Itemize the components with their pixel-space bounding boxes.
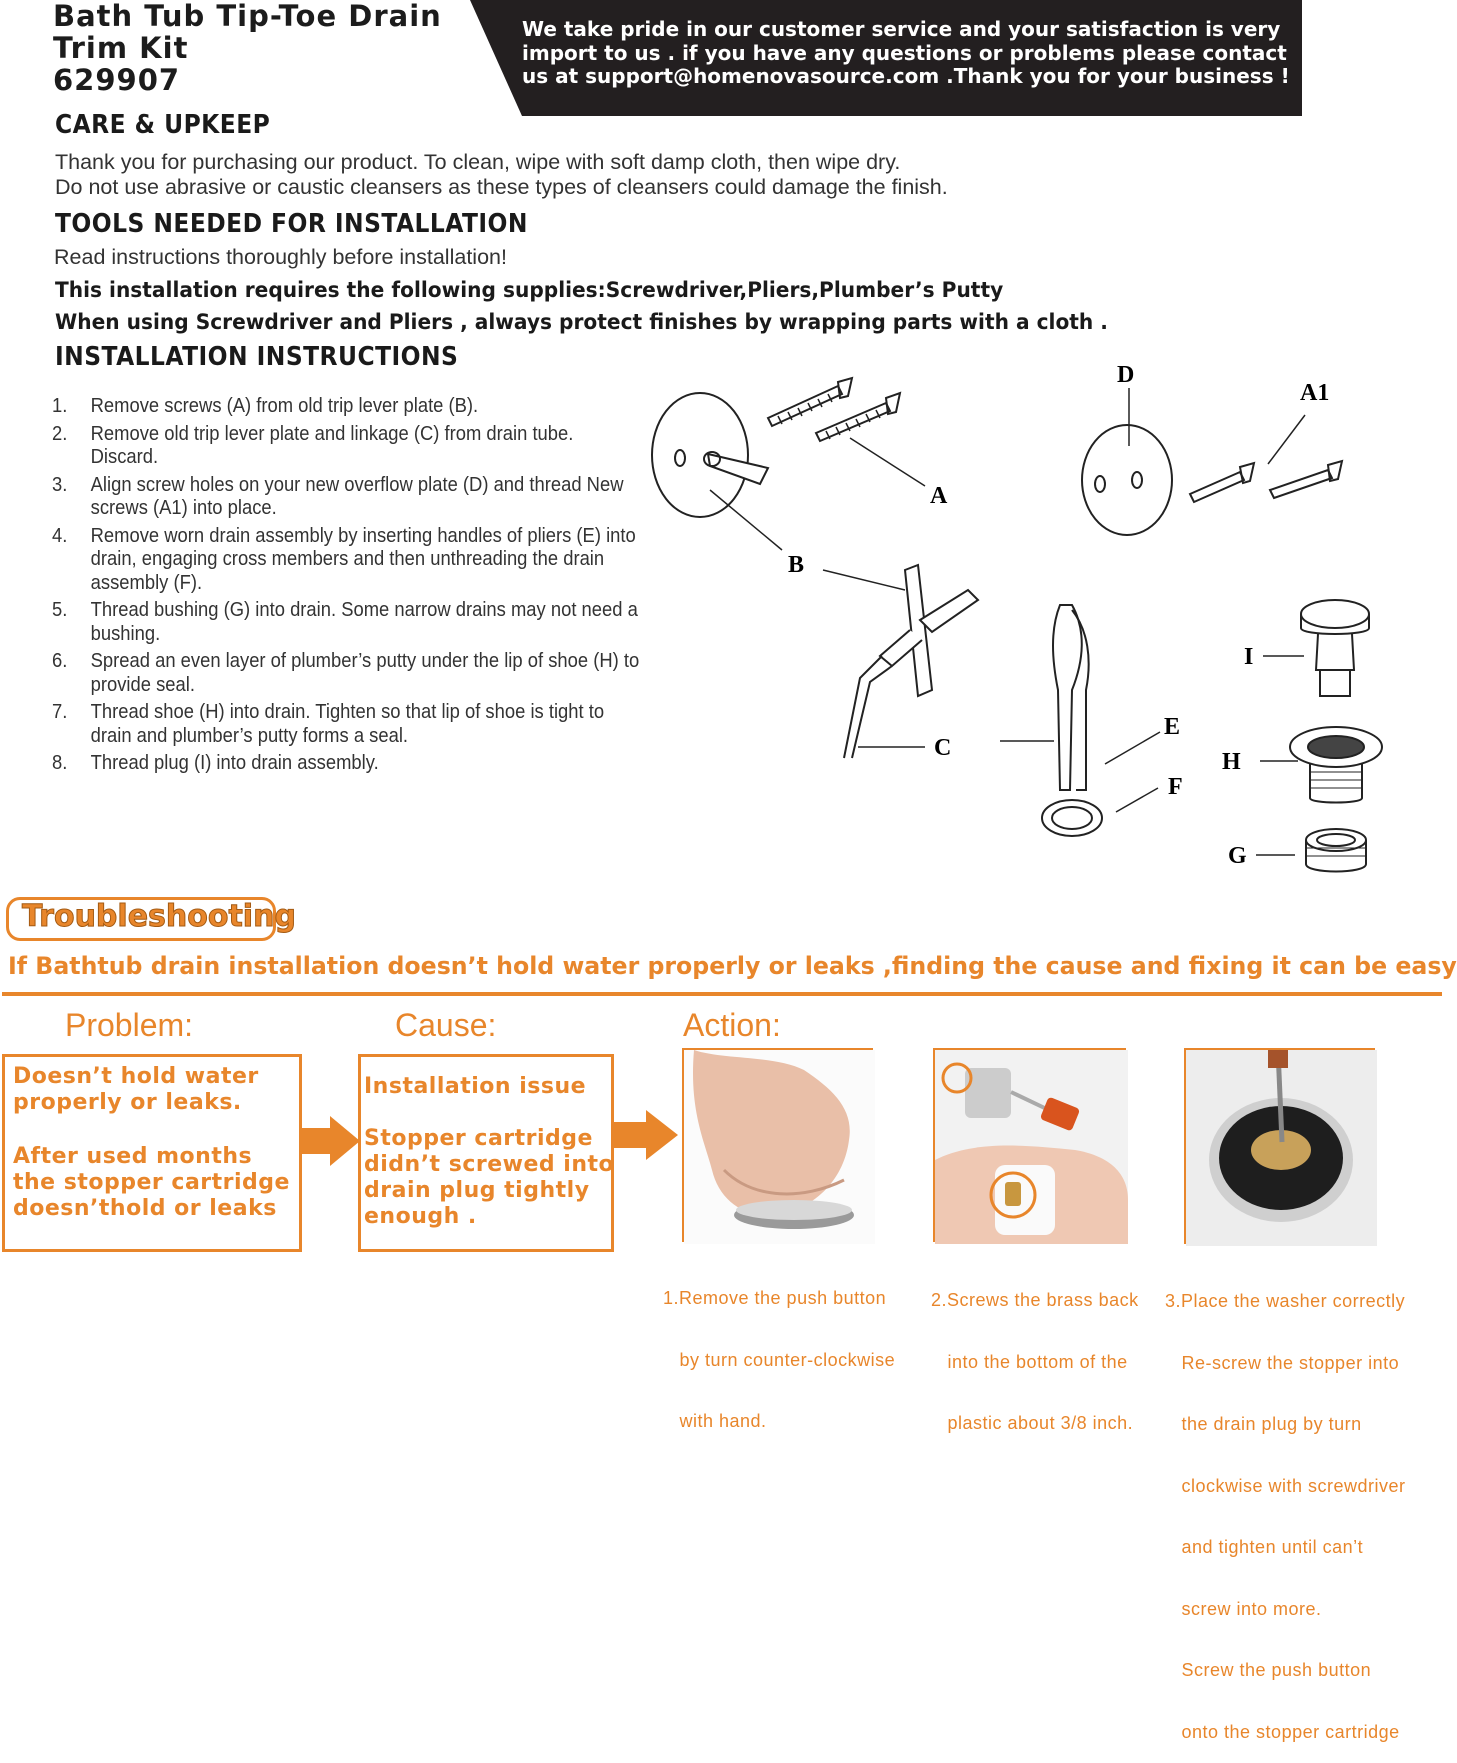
drain-bushing [1306,829,1366,872]
action-caption-1 [663,1247,895,1452]
install-step [52,701,641,748]
problem-line: properly or leaks. [13,1090,242,1115]
hand-unscrewing-button-image [684,1050,875,1244]
tools-intro: Read instructions thoroughly before installation! [54,245,507,269]
caption-line: into the bottom of the [931,1351,1128,1372]
cause-line: enough . [364,1204,477,1229]
troubleshooting-subtitle: If Bathtub drain installation doesn’t hold water properly or leaks ,finding the cause and fixing it can be easy [8,952,1457,980]
step-number: 5. [52,599,68,621]
caption-line: onto the stopper cartridge [1165,1721,1400,1742]
step-text: Remove worn drain assembly by inserting handles of pliers (E) into drain, engaging cross members and then unthreading the drain assembly (F). [90,524,636,594]
install-step [52,525,641,596]
label-h: H [1222,749,1241,775]
pliers [1053,605,1089,790]
new-screws [1190,461,1342,502]
caption-line: and tighten until can’t [1165,1537,1364,1557]
stopper-plug [1301,600,1369,696]
install-step [52,752,641,776]
install-step [52,650,641,697]
problem-line: After used months [13,1144,253,1169]
step-number: 8. [52,752,68,774]
step-text: Remove old trip lever plate and linkage (C) from drain tube. Discard. [90,422,574,468]
step-number: 2. [52,422,68,445]
tools-warning: When using Screwdriver and Pliers , always protect finishes by wrapping parts with a cloth . [55,310,1108,334]
title-line-1: Bath Tub Tip-Toe Drain [53,0,442,33]
contact-banner-text [522,18,1292,89]
install-step [52,423,641,470]
tools-supplies: This installation requires the following supplies:Screwdriver,Pliers,Plumber’s Putty [55,278,1004,302]
banner-line-2: import to us . if you have any questions or problems please contact [522,40,1287,65]
action-photo-3 [1184,1048,1375,1244]
action-heading: Action: [683,1007,781,1043]
label-g: G [1228,843,1247,869]
product-title [53,0,442,96]
arrow-right-icon [612,1110,680,1160]
step-text: Remove screws (A) from old trip lever plate (B). [90,395,479,417]
install-steps [52,395,640,780]
cause-line: drain plug tightly [364,1178,590,1203]
install-step [52,599,641,646]
problem-line: doesn’thold or leaks [13,1196,277,1221]
action-photo-1 [682,1048,873,1242]
cause-line: didn’t screwed into [364,1152,615,1177]
step-text: Thread bushing (G) into drain. Some narrow drains may not need a bushing. [90,599,638,645]
problem-line: Doesn’t hold water [13,1064,259,1089]
care-heading: CARE & UPKEEP [55,110,271,140]
label-a: A [930,483,948,509]
cause-text [364,1074,614,1230]
parts-diagram [640,360,1445,890]
install-step [52,474,641,521]
action-caption-3 [1165,1250,1406,1763]
banner-line-3: us at support@homenovasource.com .Thank you for your business ! [522,64,1290,88]
problem-text [13,1064,290,1222]
caption-line: 3.Place the washer correctly [1165,1291,1406,1311]
caption-line: with hand. [663,1411,767,1431]
title-line-3: 629907 [53,63,181,97]
step-text: Align screw holes on your new overflow plate (D) and thread New screws (A1) into place. [90,473,624,519]
label-f: F [1168,774,1183,800]
caption-line: the drain plug by turn [1165,1414,1362,1434]
caption-line: Re-screw the stopper into [1165,1352,1400,1373]
install-step [52,395,641,419]
drain-shoe [1290,727,1382,803]
old-trip-lever-plate [652,393,748,517]
step-number: 4. [52,524,68,547]
caption-line: 2.Screws the brass back [931,1290,1139,1310]
label-b: B [788,552,805,578]
care-line-1: Thank you for purchasing our product. To clean, wipe with soft damp cloth, then wipe dry. [55,150,901,174]
old-screws [768,378,900,441]
troubleshooting-title: Troubleshooting [22,899,296,934]
install-heading: INSTALLATION INSTRUCTIONS [55,342,459,372]
step-number: 3. [52,473,68,496]
old-linkage [844,565,978,758]
label-e: E [1164,714,1181,740]
care-line-2: Do not use abrasive or caustic cleansers as these types of cleansers could damage the finish. [55,175,948,199]
banner-line-1: We take pride in our customer service and your satisfaction is very [522,17,1281,41]
label-d: D [1117,362,1135,388]
problem-spacer [13,1116,290,1144]
label-a1: A1 [1300,380,1330,406]
arrow-right-icon [300,1116,362,1166]
screwdriver-stopper-image [1186,1050,1377,1246]
action-caption-2 [931,1249,1139,1454]
label-i: I [1244,644,1254,670]
caption-line: screw into more. [1165,1598,1322,1619]
problem-line: the stopper cartridge [13,1170,290,1195]
caption-line: clockwise with screwdriver [1165,1475,1406,1496]
tools-heading: TOOLS NEEDED FOR INSTALLATION [55,209,528,239]
title-line-2: Trim Kit [53,31,189,65]
label-c: C [934,735,952,761]
cause-line: Stopper cartridge [364,1126,593,1151]
cause-spacer [364,1100,614,1126]
step-number: 1. [52,395,68,417]
step-text: Thread plug (I) into drain assembly. [90,752,379,774]
cause-line: Installation issue [364,1074,587,1099]
step-number: 6. [52,650,68,672]
problem-heading: Problem: [65,1007,194,1043]
caption-line: 1.Remove the push button [663,1288,887,1308]
step-number: 7. [52,701,68,723]
step-text: Spread an even layer of plumber’s putty under the lip of shoe (H) to provide seal. [90,650,640,696]
divider [2,992,1442,996]
cause-heading: Cause: [395,1007,497,1043]
caption-line: Screw the push button [1165,1660,1372,1680]
action-photo-2 [933,1048,1126,1242]
caption-line: by turn counter-clockwise [663,1349,896,1370]
brass-screw-image [935,1050,1128,1244]
caption-line: plastic about 3/8 inch. [931,1413,1134,1433]
step-text: Thread shoe (H) into drain. Tighten so that lip of shoe is tight to drain and plumber’s putty forms a seal. [90,701,605,747]
